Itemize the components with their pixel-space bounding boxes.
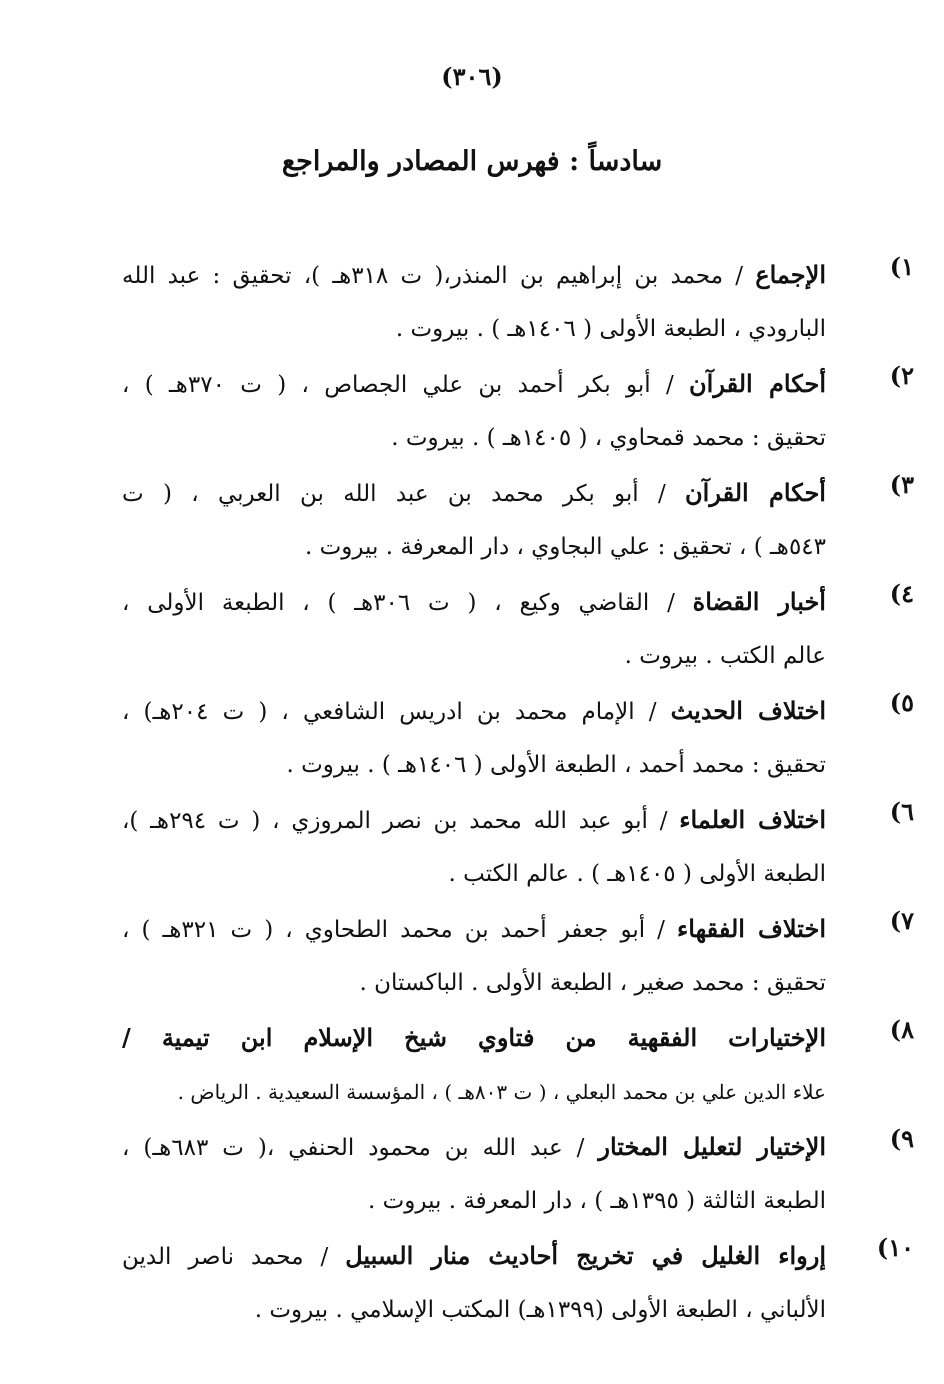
- reference-title: الإختيارات الفقهية من فتاوي شيخ الإسلام ابن تيمية /: [122, 1023, 826, 1052]
- reference-title: إرواء الغليل في تخريج أحاديث منار السبيل: [345, 1241, 826, 1270]
- reference-title: أخبار القضاة: [692, 587, 826, 616]
- reference-number: ٦): [889, 797, 914, 826]
- reference-line-2: الطبعة الثالثة ( ١٣٩٥هـ ) ، دار المعرفة . بيروت .: [368, 1188, 826, 1214]
- reference-line-1: [122, 466, 826, 520]
- section-title: سادساً : فهرس المصادر والمراجع: [281, 146, 663, 177]
- reference-item: [122, 1229, 914, 1338]
- reference-item: [122, 1011, 914, 1120]
- reference-item: [122, 684, 914, 793]
- reference-item: [122, 248, 914, 357]
- reference-line-1: [122, 357, 826, 411]
- reference-line-1: [122, 793, 826, 847]
- reference-line-2: تحقيق : محمد أحمد ، الطبعة الأولى ( ١٤٠٦هـ ) . بيروت .: [286, 752, 826, 778]
- reference-number: ١): [889, 252, 914, 281]
- reference-item: [122, 575, 914, 684]
- references-list: [122, 248, 914, 1338]
- reference-line-2: تحقيق : محمد قمحاوي ، ( ١٤٠٥هـ ) . بيروت .: [391, 425, 826, 451]
- reference-item: [122, 357, 914, 466]
- reference-line-1: [122, 1229, 826, 1283]
- reference-item: [122, 1120, 914, 1229]
- reference-number: ٧): [889, 906, 914, 935]
- page-number: (٣٠٦): [441, 62, 503, 91]
- reference-number: ٣): [889, 470, 914, 499]
- reference-line-1: [122, 684, 826, 738]
- reference-line-2: الألباني ، الطبعة الأولى (١٣٩٩هـ) المكتب الإسلامي . بيروت .: [254, 1297, 826, 1323]
- reference-title: اختلاف الحديث: [670, 696, 826, 725]
- reference-details: / أبو عبد الله محمد بن نصر المروزي ، ( ت ٢٩٤هـ )،: [122, 808, 680, 834]
- reference-line-2: علاء الدين علي بن محمد البعلي ، ( ت ٨٠٣هـ ) ، المؤسسة السعيدية . الرياض .: [177, 1080, 826, 1104]
- reference-details: / الإمام محمد بن ادريس الشافعي ، ( ت ٢٠٤هـ) ،: [122, 699, 671, 725]
- reference-details: / القاضي وكيع ، ( ت ٣٠٦هـ ) ، الطبعة الأولى ،: [122, 590, 693, 616]
- reference-line-2: ٥٤٣هـ ) ، تحقيق : علي البجاوي ، دار المعرفة . بيروت .: [304, 534, 826, 560]
- reference-number: ٢): [889, 361, 914, 390]
- reference-line-1: [122, 902, 826, 956]
- reference-line-2: تحقيق : محمد صغير ، الطبعة الأولى . الباكستان .: [359, 970, 826, 996]
- reference-details: / عبد الله بن محمود الحنفي ،( ت ٦٨٣هـ) ،: [122, 1135, 599, 1161]
- reference-title: اختلاف العلماء: [679, 805, 826, 834]
- reference-item: [122, 466, 914, 575]
- reference-line-2: البارودي ، الطبعة الأولى ( ١٤٠٦هـ ) . بيروت .: [395, 316, 826, 342]
- reference-details: / محمد ناصر الدين: [122, 1244, 346, 1270]
- reference-title: الإختيار لتعليل المختار: [598, 1132, 826, 1161]
- reference-number: ٤): [889, 579, 914, 608]
- reference-number: ١٠): [876, 1233, 914, 1262]
- reference-title: الإجماع: [755, 260, 826, 289]
- reference-line-1: [122, 575, 826, 629]
- reference-details: / أبو بكر أحمد بن علي الجصاص ، ( ت ٣٧٠هـ ) ،: [122, 372, 690, 398]
- reference-title: أحكام القرآن: [689, 369, 826, 398]
- reference-details: / محمد بن إبراهيم بن المنذر،( ت ٣١٨هـ )، تحقيق : عبد الله: [122, 263, 756, 289]
- reference-details: / أبو جعفر أحمد بن محمد الطحاوي ، ( ت ٣٢١هـ ) ،: [122, 917, 678, 943]
- reference-details: / أبو بكر محمد بن عبد الله بن العربي ، ( ت: [122, 481, 686, 507]
- reference-line-1: [122, 1120, 826, 1174]
- reference-number: ٩): [889, 1124, 914, 1153]
- reference-number: ٥): [889, 688, 914, 717]
- reference-line-1: [122, 1011, 826, 1065]
- reference-number: ٨): [889, 1015, 914, 1044]
- reference-line-2: عالم الكتب . بيروت .: [624, 643, 826, 669]
- reference-item: [122, 793, 914, 902]
- reference-item: [122, 902, 914, 1011]
- reference-line-2: الطبعة الأولى ( ١٤٠٥هـ ) . عالم الكتب .: [448, 861, 826, 887]
- reference-line-1: [122, 248, 826, 302]
- reference-title: اختلاف الفقهاء: [677, 914, 826, 943]
- reference-title: أحكام القرآن: [685, 478, 826, 507]
